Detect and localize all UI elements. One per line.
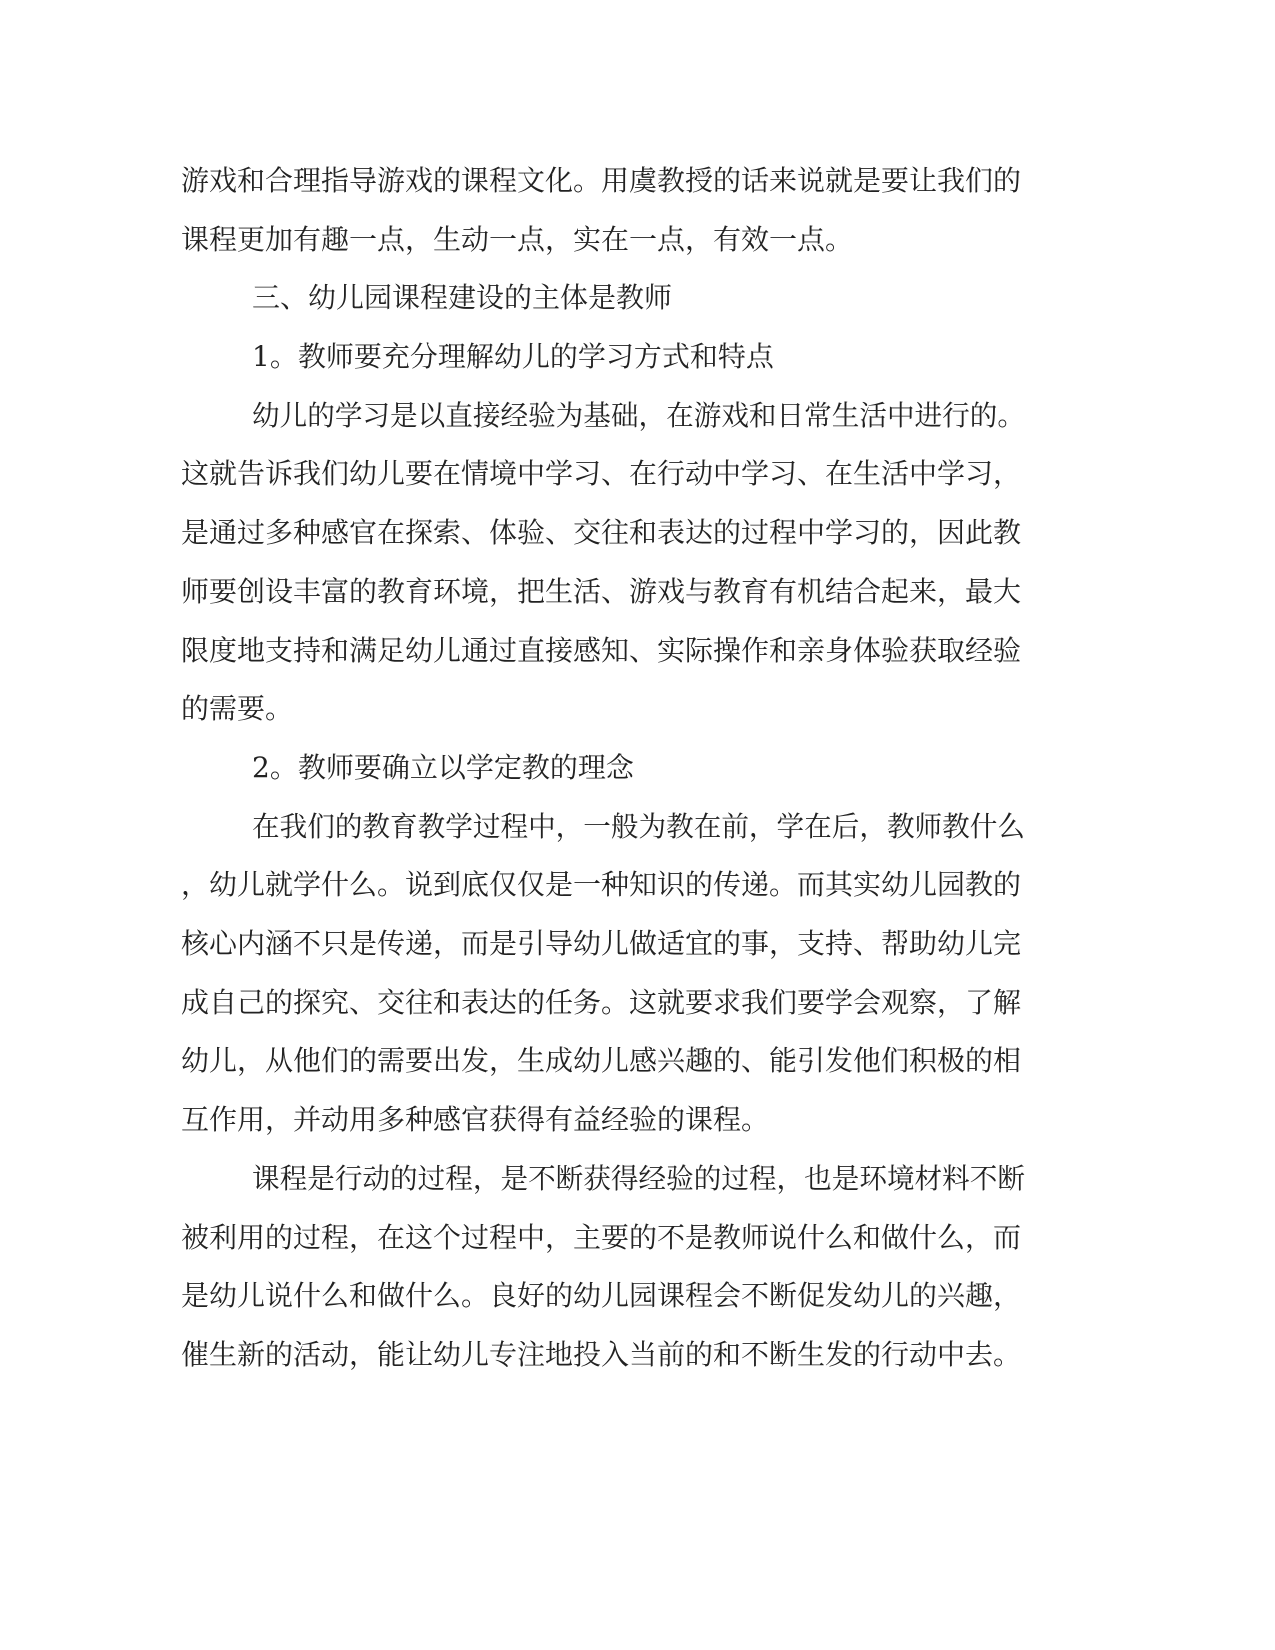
text-line: 催生新的活动，能让幼儿专注地投入当前的和不断生发的行动中去。 (181, 1338, 1022, 1371)
text-line: 在我们的教育教学过程中，一般为教在前，学在后，教师教什么 (252, 810, 1025, 843)
text-line: ，幼儿就学什么。说到底仅仅是一种知识的传递。而其实幼儿园教的 (181, 868, 1022, 901)
text-line: 游戏和合理指导游戏的课程文化。用虞教授的话来说就是要让我们的 (181, 164, 1022, 197)
text-line: 互作用，并动用多种感官获得有益经验的课程。 (181, 1103, 770, 1136)
text-line: 幼儿的学习是以直接经验为基础，在游戏和日常生活中进行的。 (252, 399, 1025, 432)
text-line: 是幼儿说什么和做什么。良好的幼儿园课程会不断促发幼儿的兴趣， (181, 1279, 1022, 1312)
subsection-heading: 1。教师要充分理解幼儿的学习方式和特点 (252, 340, 774, 373)
text-line: 幼儿，从他们的需要出发，生成幼儿感兴趣的、能引发他们积极的相 (181, 1044, 1022, 1077)
text-line: 的需要。 (181, 692, 294, 725)
text-line: 课程更加有趣一点，生动一点，实在一点，有效一点。 (181, 223, 854, 256)
text-line: 课程是行动的过程，是不断获得经验的过程，也是环境材料不断 (252, 1162, 1025, 1195)
text-line: 限度地支持和满足幼儿通过直接感知、实际操作和亲身体验获取经验 (181, 634, 1022, 667)
section-heading: 三、幼儿园课程建设的主体是教师 (252, 281, 673, 314)
text-line: 是通过多种感官在探索、体验、交往和表达的过程中学习的，因此教 (181, 516, 1022, 549)
text-line: 核心内涵不只是传递，而是引导幼儿做适宜的事，支持、帮助幼儿完 (181, 927, 1022, 960)
text-line: 成自己的探究、交往和表达的任务。这就要求我们要学会观察，了解 (181, 986, 1022, 1019)
subsection-heading: 2。教师要确立以学定教的理念 (252, 751, 634, 784)
text-line: 师要创设丰富的教育环境，把生活、游戏与教育有机结合起来，最大 (181, 575, 1022, 608)
text-line: 被利用的过程，在这个过程中，主要的不是教师说什么和做什么，而 (181, 1221, 1022, 1254)
text-line: 这就告诉我们幼儿要在情境中学习、在行动中学习、在生活中学习， (181, 457, 1022, 490)
